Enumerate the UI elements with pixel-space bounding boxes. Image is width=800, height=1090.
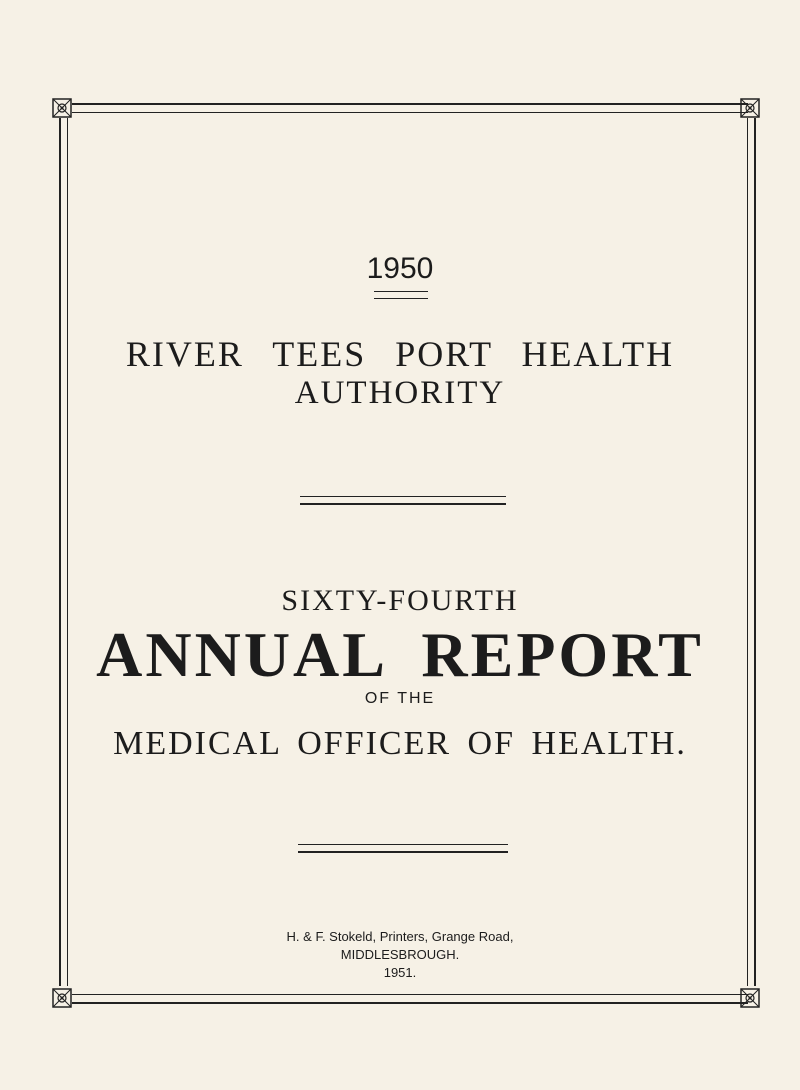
report-title: ANNUAL REPORT [96, 619, 704, 690]
section-divider [298, 844, 508, 853]
of-the-label: OF THE [364, 690, 436, 707]
corner-ornament-icon [740, 988, 760, 1008]
authority-name-line-1: RIVER TEES PORT HEALTH [125, 334, 675, 374]
border-top-rule-inner [72, 112, 748, 113]
printer-city: MIDDLESBROUGH. [340, 947, 460, 962]
authority-name-line-2: AUTHORITY [294, 375, 506, 411]
border-bottom-rule-inner [72, 994, 748, 995]
corner-ornament-icon [740, 98, 760, 118]
printer-imprint [0, 928, 800, 982]
report-ordinal: SIXTY-FOURTH [281, 584, 519, 617]
border-left-rule [59, 118, 61, 986]
year-underline [374, 291, 428, 299]
section-divider [300, 496, 506, 505]
border-top-rule [72, 103, 748, 105]
corner-ornament-icon [52, 98, 72, 118]
officer-title: MEDICAL OFFICER OF HEALTH. [113, 725, 687, 762]
report-year: 1950 [366, 252, 434, 285]
corner-ornament-icon [52, 988, 72, 1008]
border-right-rule [754, 118, 756, 986]
printer-year: 1951. [383, 965, 417, 980]
border-right-rule-inner [747, 118, 748, 986]
border-left-rule-inner [67, 118, 68, 986]
border-bottom-rule [72, 1002, 748, 1004]
printer-name: H. & F. Stokeld, Printers, Grange Road, [286, 929, 514, 944]
